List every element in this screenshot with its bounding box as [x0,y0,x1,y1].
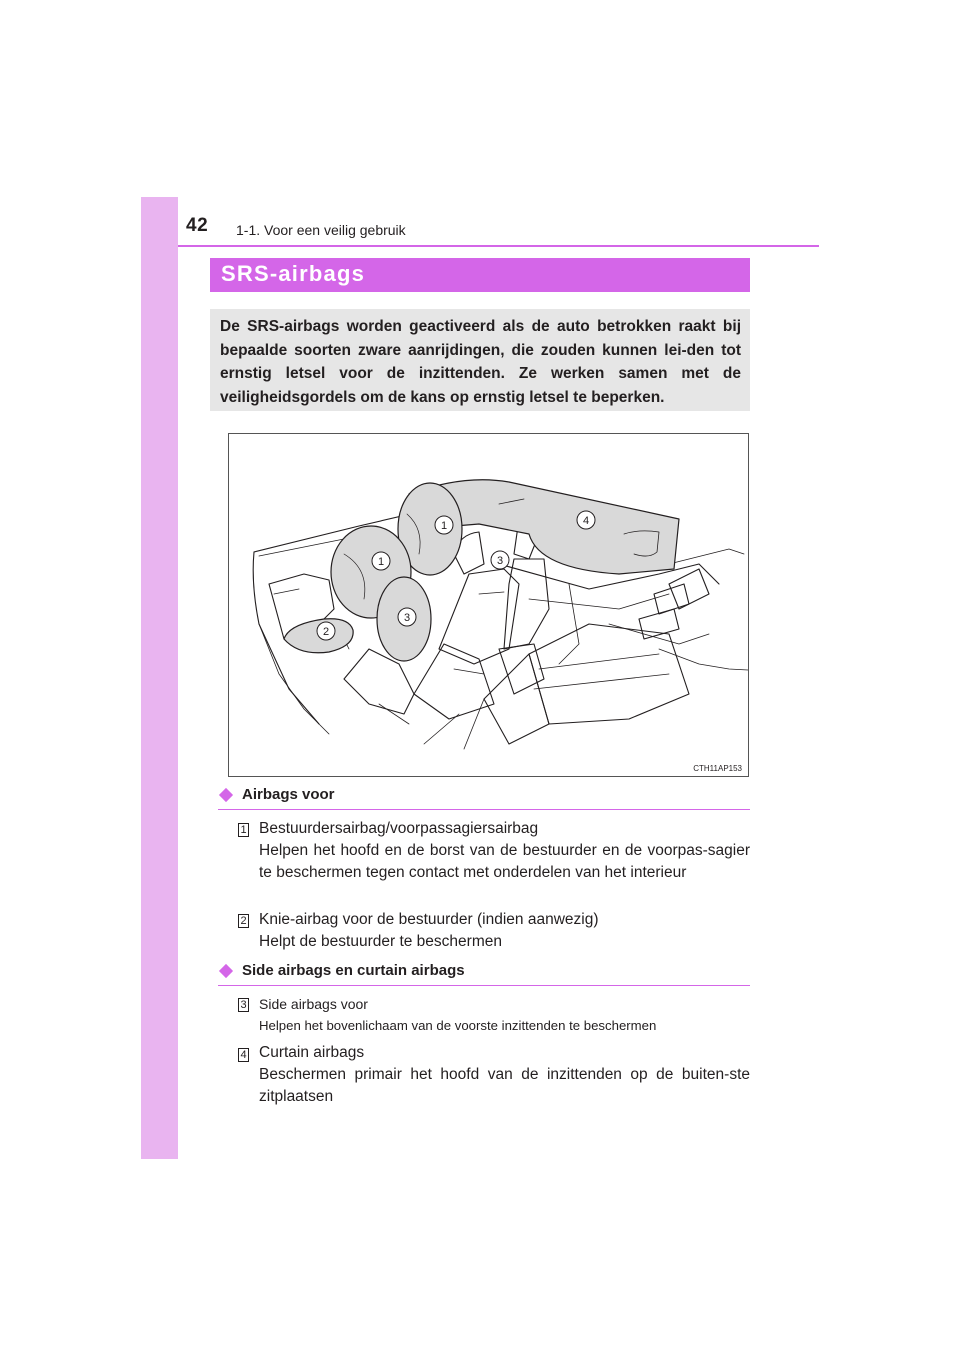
callout-3-lower [398,608,416,626]
item-number: 2 [238,914,249,928]
section-title-banner [210,258,750,292]
svg-text:4: 4 [582,515,590,527]
item-number: 1 [238,823,249,837]
subheading-front-airbags [218,786,750,803]
svg-text:2: 2 [322,626,330,638]
figure-code: CTH11AP153 [693,764,742,773]
callout-1-upper [435,516,453,534]
callout-1-lower [372,552,390,570]
chapter-sidebar-tab [141,197,178,1159]
header-divider [178,245,819,247]
subheading-divider [218,985,750,986]
chapter-title: 1-1. Voor een veilig gebruik [236,222,406,238]
svg-text:1: 1 [377,556,385,568]
item-number: 3 [238,998,249,1012]
intro-text: De SRS-airbags worden geactiveerd als de auto betrokken raakt bij bepaalde soorten zware aanrijdingen, die zouden kunnen lei-den tot ernstig letsel voor de inzittenden. Ze werken samen met de veiligheidsgordels om de kans op ernstig letsel te beperken. [220,318,741,406]
callout-2 [317,622,335,640]
item-number: 4 [238,1048,249,1062]
intro-box [210,309,750,411]
item-title: Bestuurdersairbag/voorpassagiersairbag [259,820,539,837]
callouts-layer [229,434,748,776]
diamond-bullet-icon [219,787,233,801]
item-title: Curtain airbags [259,1044,365,1061]
subheading-divider [218,809,750,810]
list-item [259,818,750,884]
item-description: Helpen het bovenlichaam van de voorste inzittenden te beschermen [259,1018,657,1033]
svg-text:1: 1 [440,520,448,532]
list-item [259,993,750,1037]
item-description: Helpt de bestuurder te beschermen [259,933,502,950]
diamond-bullet-icon [219,963,233,977]
item-title: Knie-airbag voor de bestuurder (indien aanwezig) [259,911,599,928]
svg-text:3: 3 [403,612,411,624]
airbag-illustration [228,433,749,777]
page-number: 42 [186,215,209,236]
item-title: Side airbags voor [259,996,368,1012]
list-item [259,1042,750,1108]
subheading-side-curtain-airbags [218,962,750,979]
list-item [259,909,750,953]
item-description: Helpen het hoofd en de borst van de bestuurder en de voorpas-sagier te beschermen tegen contact met onderdelen van het interieur [259,842,750,881]
svg-text:3: 3 [496,555,504,567]
item-description: Beschermen primair het hoofd van de inzittenden op de buiten-ste zitplaatsen [259,1066,750,1105]
section-title: SRS-airbags [221,261,366,286]
subheading-label: Airbags voor [242,786,335,803]
subheading-label: Side airbags en curtain airbags [242,962,465,979]
callout-3-seat [491,551,509,569]
callout-4 [577,511,595,529]
